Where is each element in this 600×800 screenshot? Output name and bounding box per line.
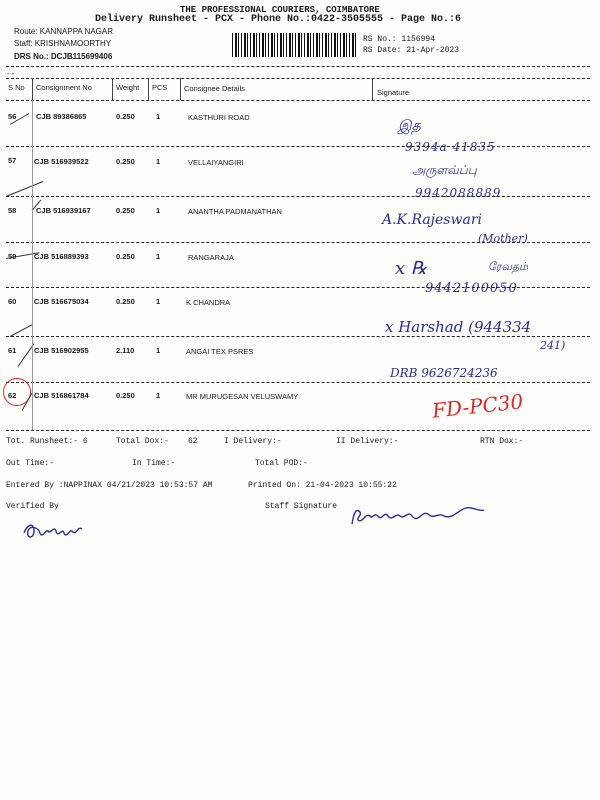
divider xyxy=(6,196,590,197)
row-pcs: 1 xyxy=(156,346,161,355)
row-weight: 2.110 xyxy=(116,346,135,355)
handwritten-signature: x Harshad (944334 xyxy=(385,318,532,336)
row-weight: 0.250 xyxy=(116,112,135,121)
row-consignment: CJB 516902955 xyxy=(34,346,89,355)
divider xyxy=(6,146,590,147)
route: Route: KANNAPPA NAGAR xyxy=(14,27,113,36)
total-dox-value: 62 xyxy=(188,437,198,446)
divider xyxy=(6,382,590,383)
ii-delivery: II Delivery:- xyxy=(336,437,399,446)
divider xyxy=(6,242,590,243)
row-weight: 0.250 xyxy=(116,297,135,306)
row-consignment: CJB 516861784 xyxy=(34,391,89,400)
row-sno: 58 xyxy=(8,206,17,215)
row-pcs: 1 xyxy=(156,391,161,400)
handwritten-phone: 9394a 41835 xyxy=(405,140,496,154)
verified-by: Verified By xyxy=(6,502,59,511)
col-consignee: Consignee Details xyxy=(184,84,245,93)
row-sno: 60 xyxy=(8,297,17,306)
col-pcs: PCS xyxy=(152,83,168,92)
divider xyxy=(6,336,590,337)
row-pcs: 1 xyxy=(156,157,161,166)
handwritten-signature: DRB 9626724236 xyxy=(390,366,498,380)
row-sno: 56 xyxy=(8,112,17,121)
row-consignee: VELLAIYANGIRI xyxy=(188,158,244,167)
entered-by: Entered By :NAPPINAX 04/21/2023 10:53:57 AM xyxy=(6,481,213,490)
handwritten-signature: இத xyxy=(398,118,421,134)
printed-on: Printed On: 21-04-2023 10:55:22 xyxy=(248,481,397,490)
row-sno: 57 xyxy=(8,156,17,165)
row-sno: 59 xyxy=(8,252,17,261)
staff: Staff: KRISHNAMOORTHY xyxy=(14,39,112,48)
row-consignee: ANANTHA PADMANATHAN xyxy=(188,207,282,216)
handwritten-phone: 9942088889 xyxy=(415,186,502,200)
tot-runsheet: Tot. Runsheet:- 6 xyxy=(6,437,88,446)
row-consignment: CJB 516939167 xyxy=(36,206,91,215)
runsheet-title: Delivery Runsheet - PCX - Phone No.:0422-3505555 - Page No.:6 xyxy=(95,14,462,25)
in-time: In Time:- xyxy=(132,459,176,468)
row-consignee: ANGAI TEX PSRES xyxy=(186,347,254,356)
divider xyxy=(6,287,590,288)
row-consignee: K CHANDRA xyxy=(186,298,231,307)
rs-date: RS Date: 21-Apr-2023 xyxy=(363,46,460,55)
row-pcs: 1 xyxy=(156,297,161,306)
row-pcs: 1 xyxy=(156,206,161,215)
rtn-dox: RTN Dox:- xyxy=(480,437,524,446)
row-consignee: RANGARAJA xyxy=(188,253,234,262)
handwritten-signature: அருளவ்ப்பு xyxy=(412,163,477,177)
out-time: Out Time:- xyxy=(6,459,55,468)
row-sno: 61 xyxy=(8,346,17,355)
row-consignment: CJB 516889393 xyxy=(34,252,89,261)
col-consignment: Consignment No xyxy=(36,83,92,92)
col-signature: Signature xyxy=(377,88,410,97)
row-consignment: CJB 516939522 xyxy=(34,157,89,166)
staff-handwritten-signature xyxy=(348,498,498,530)
handwritten-remark: FD-PC30 xyxy=(430,389,525,423)
row-sno: 62 xyxy=(8,391,17,400)
rs-number: RS No.: 1156994 xyxy=(363,35,436,44)
handwritten-note: 241) xyxy=(540,339,566,352)
handwritten-note: (Mother) xyxy=(478,232,528,245)
handwritten-signature: A.K.Rajeswari xyxy=(382,212,482,228)
handwritten-signature: x ℞ xyxy=(395,258,428,279)
i-delivery: I Delivery:- xyxy=(224,437,282,446)
row-weight: 0.250 xyxy=(116,206,135,215)
divider xyxy=(6,78,590,79)
divider xyxy=(6,66,590,67)
total-dox: Total Dox:- xyxy=(116,437,169,446)
company-name: THE PROFESSIONAL COURIERS, COIMBATORE xyxy=(180,5,380,15)
barcode xyxy=(232,33,356,57)
row-pcs: 1 xyxy=(156,252,161,261)
drs-number: DRS No.: DCJB115699406 xyxy=(14,52,113,61)
row-consignee: MR MURUGESAN VELUSWAMY xyxy=(186,392,299,401)
row-weight: 0.250 xyxy=(116,157,135,166)
row-weight: 0.250 xyxy=(116,252,135,261)
staff-signature: Staff Signature xyxy=(265,502,338,511)
row-weight: 0.250 xyxy=(116,391,135,400)
row-consignment: CJB 89386865 xyxy=(36,112,87,121)
col-weight: Weight xyxy=(116,83,140,92)
row-pcs: 1 xyxy=(156,112,161,121)
row-consignee: KASTHURI ROAD xyxy=(188,113,250,122)
divider xyxy=(6,100,590,101)
total-pod: Total POD:- xyxy=(255,459,308,468)
divider xyxy=(6,430,590,431)
col-sno: S No xyxy=(8,83,25,92)
verifier-signature xyxy=(20,515,90,545)
row-consignment: CJB 516675034 xyxy=(34,297,89,306)
handwritten-phone: 9442100050 xyxy=(425,281,518,296)
